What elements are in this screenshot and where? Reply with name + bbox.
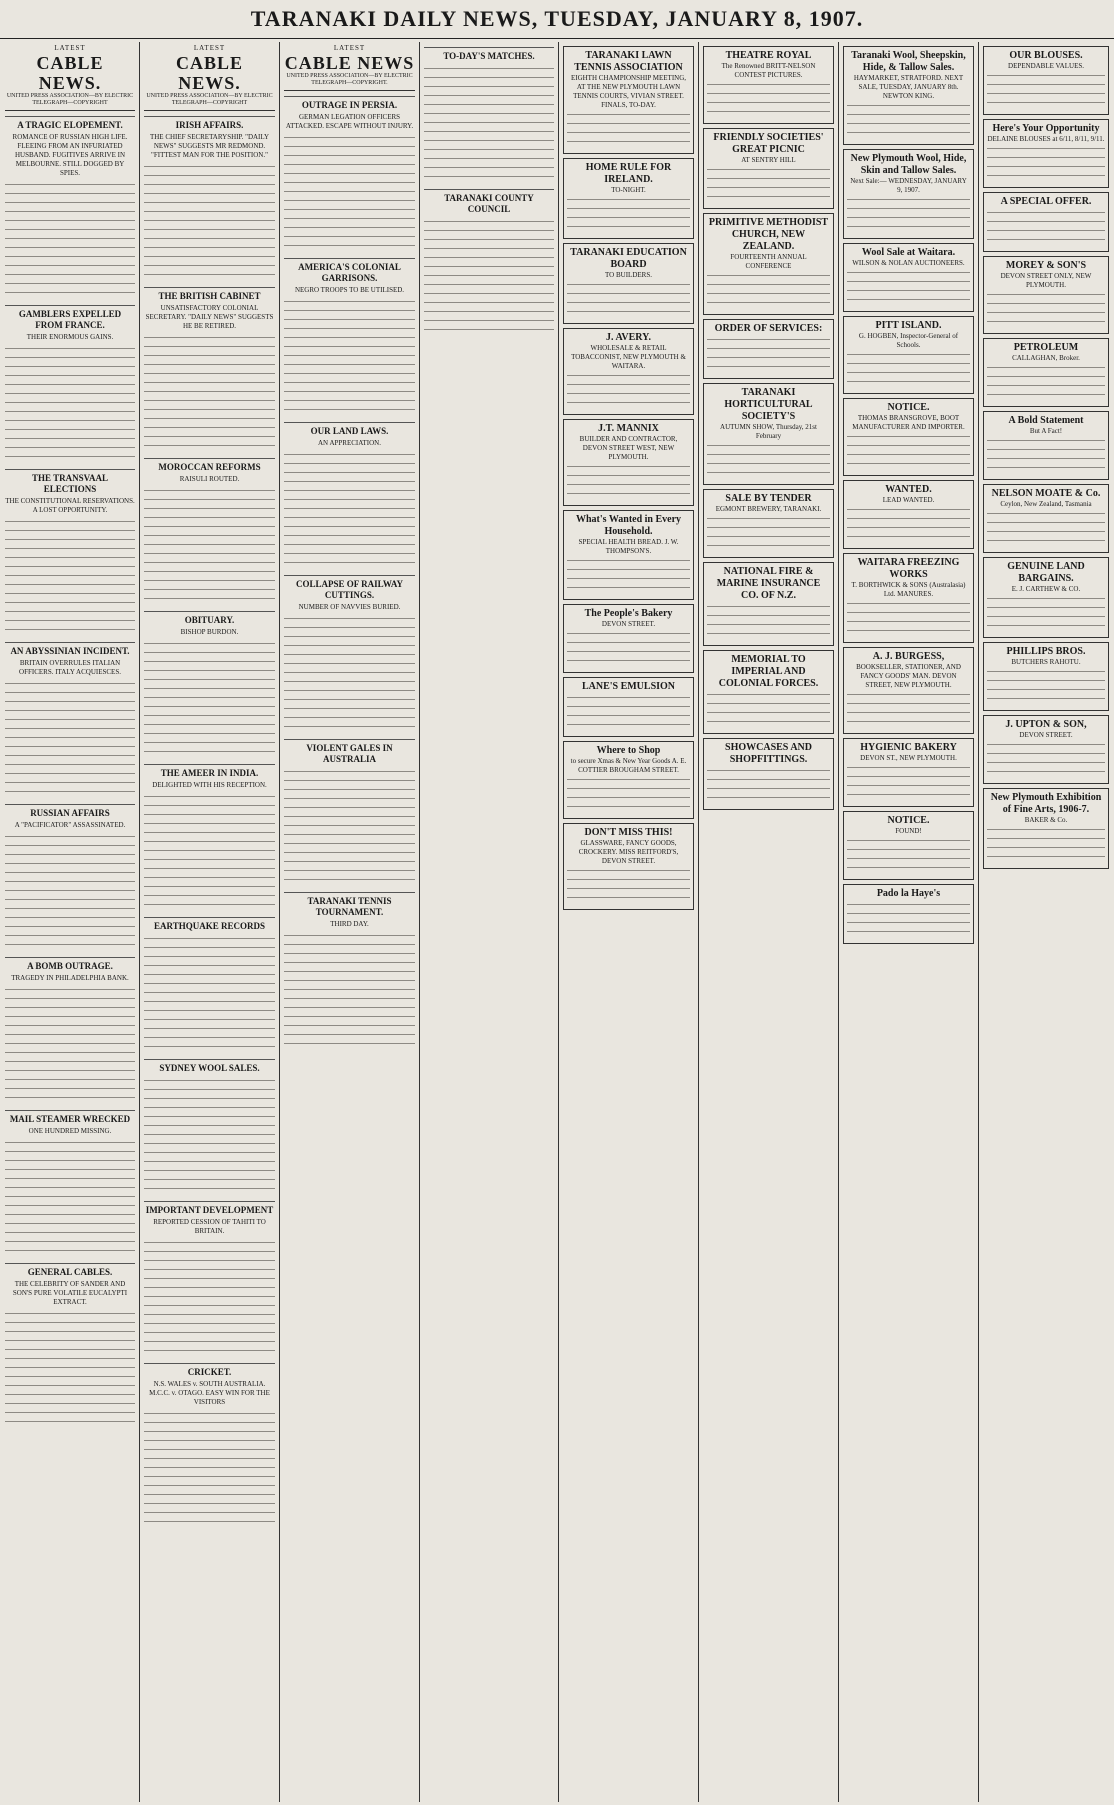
advertisement <box>703 489 834 558</box>
article-body-texture <box>144 1238 275 1358</box>
advertisement <box>983 192 1109 252</box>
advertisement-title: MOREY & SON'S <box>1005 260 1087 271</box>
article-heading: CRICKET. <box>144 1363 275 1378</box>
article-list <box>284 96 415 1051</box>
advertisement-texture <box>707 690 830 730</box>
article-body-texture <box>284 297 415 417</box>
article-subheading: THEIR ENORMOUS GAINS. <box>26 333 114 341</box>
advertisement-texture <box>987 208 1105 248</box>
article-heading: THE AMEER IN INDIA. <box>144 764 275 779</box>
article-subheading: THIRD DAY. <box>330 920 369 928</box>
article-heading: OUTRAGE IN PERSIA. <box>284 96 415 111</box>
article-subheading: N.S. WALES v. SOUTH AUSTRALIA. M.C.C. v. OTAGO. EASY WIN FOR THE VISITORS <box>149 1380 270 1406</box>
column-subtitle: UNITED PRESS ASSOCIATION—BY ELECTRIC TELEGRAPH—COPYRIGHT. <box>284 73 415 91</box>
advertisement-title: TARANAKI EDUCATION BOARD <box>570 247 687 270</box>
article-subheading: NEGRO TROOPS TO BE UTILISED. <box>294 286 405 294</box>
advertisement-texture <box>707 271 830 311</box>
advertisement-body: DEVON STREET. <box>1019 731 1073 739</box>
advertisement <box>843 738 974 807</box>
article-body-texture <box>5 985 135 1105</box>
column-3 <box>281 42 418 1802</box>
advertisement-texture <box>707 80 830 120</box>
advertisement-body: Ceylon, New Zealand, Tasmania <box>1000 500 1092 508</box>
advertisement-title: GENUINE LAND BARGAINS. <box>1007 561 1085 584</box>
advertisement <box>563 741 694 819</box>
article-body-texture <box>144 162 275 282</box>
advertisement <box>563 46 694 154</box>
article-heading: EARTHQUAKE RECORDS <box>144 917 275 932</box>
masthead <box>0 0 1114 39</box>
article-heading: A TRAGIC ELOPEMENT. <box>5 116 135 131</box>
advertisement-body: G. HOGBEN, Inspector-General of Schools. <box>858 332 959 349</box>
article-body-texture <box>5 344 135 464</box>
article-subheading: THE CONSTITUTIONAL RESERVATIONS. A LOST OPPORTUNITY. <box>5 497 135 514</box>
article-heading: AMERICA'S COLONIAL GARRISONS. <box>284 258 415 284</box>
advertisement-title: A. J. BURGESS, <box>872 651 945 662</box>
article-heading: VIOLENT GALES IN AUSTRALIA <box>284 739 415 765</box>
advertisement-texture <box>567 371 690 411</box>
advertisement <box>843 316 974 394</box>
article-subheading: A "PACIFICATOR" ASSASSINATED. <box>14 821 126 829</box>
article-heading: RUSSIAN AFFAIRS <box>5 804 135 819</box>
article-subheading: GERMAN LEGATION OFFICERS ATTACKED. ESCAPE WITHOUT INJURY. <box>285 113 414 130</box>
advertisement <box>563 823 694 910</box>
advertisement-body: BAKER & Co. <box>1024 816 1068 824</box>
article-heading: THE BRITISH CABINET <box>144 287 275 302</box>
advertisement <box>563 158 694 239</box>
advertisement-title: ORDER OF SERVICES: <box>714 323 823 334</box>
advertisement-body: AT SENTRY HILL <box>741 156 796 164</box>
advertisement-title: NOTICE. <box>887 815 930 826</box>
advertisement-title: NATIONAL FIRE & MARINE INSURANCE CO. OF N.Z. <box>716 566 821 601</box>
advertisement-body: CALLAGHAN, Broker. <box>1012 354 1080 362</box>
advertisement-title: PETROLEUM <box>1013 342 1079 353</box>
advertisement-body: BOOKSELLER, STATIONER, AND FANCY GOODS' MAN. DEVON STREET, NEW PLYMOUTH. <box>856 663 961 689</box>
column-5 <box>560 42 697 1802</box>
advertisement-texture <box>987 436 1105 476</box>
article-subheading: RAISULI ROUTED. <box>179 475 240 483</box>
article-subheading: UNSATISFACTORY COLONIAL SECRETARY. "DAILY NEWS" SUGGESTS HE BE RETIRED. <box>145 304 274 330</box>
advertisement <box>563 419 694 506</box>
advertisement-texture <box>987 667 1105 707</box>
advertisement-title: PRIMITIVE METHODIST CHURCH, NEW ZEALAND. <box>708 217 829 252</box>
advertisement-body: But A Fact! <box>1029 427 1063 435</box>
advertisement <box>563 243 694 324</box>
advertisement <box>563 328 694 415</box>
advertisement <box>843 46 974 145</box>
advertisement-body: WHOLESALE & RETAIL TOBACCONIST, NEW PLYMOUTH & WAITARA. <box>571 344 686 370</box>
advertisement-body: SPECIAL HEALTH BREAD. J. W. THOMPSON'S. <box>578 538 679 555</box>
article-body-texture <box>144 1076 275 1196</box>
article-body-texture <box>284 614 415 734</box>
advertisement-texture <box>567 866 690 906</box>
advertisement-texture <box>567 693 690 733</box>
article-body-texture <box>5 180 135 300</box>
advertisement-list <box>703 46 834 810</box>
article-subheading: REPORTED CESSION OF TAHITI TO BRITAIN. <box>153 1218 266 1235</box>
article-list <box>5 116 135 1429</box>
advertisement-texture <box>707 165 830 205</box>
advertisement-texture <box>567 280 690 320</box>
advertisement <box>563 510 694 600</box>
advertisement-title: DON'T MISS THIS! <box>584 827 673 838</box>
advertisement <box>983 256 1109 334</box>
advertisement <box>983 484 1109 553</box>
advertisement-title: Where to Shop <box>596 745 661 756</box>
advertisement <box>843 884 974 944</box>
advertisement-body: WILSON & NOLAN AUCTIONEERS. <box>852 259 965 267</box>
article-heading: COLLAPSE OF RAILWAY CUTTINGS. <box>284 575 415 601</box>
article-body-texture <box>424 64 554 184</box>
article-subheading: NUMBER OF NAVVIES BURIED. <box>298 603 401 611</box>
advertisement-body: DEVON STREET. <box>601 620 656 628</box>
advertisement-texture <box>847 505 970 545</box>
article-body-texture <box>284 767 415 887</box>
advertisement-title: J.T. MANNIX <box>598 423 659 434</box>
advertisement-texture <box>847 763 970 803</box>
advertisement-title: OUR BLOUSES. <box>1009 50 1083 61</box>
advertisement <box>983 642 1109 711</box>
advertisement-body: DEPENDABLE VALUES. <box>1008 62 1084 70</box>
article-heading: TARANAKI TENNIS TOURNAMENT. <box>284 892 415 918</box>
masthead-title: TARANAKI DAILY NEWS, TUESDAY, JANUARY 8, 1907. <box>250 6 864 31</box>
column-8 <box>980 42 1112 1802</box>
advertisement-title: NOTICE. <box>887 402 930 413</box>
article-heading: IMPORTANT DEVELOPMENT <box>144 1201 275 1216</box>
advertisement-title: SALE BY TENDER <box>725 493 812 504</box>
advertisement-texture <box>987 71 1105 111</box>
column-kicker: LATEST <box>193 44 226 52</box>
article-body-texture <box>144 486 275 606</box>
article-heading: IRISH AFFAIRS. <box>144 116 275 131</box>
advertisement <box>983 788 1109 869</box>
advertisement-title: SHOWCASES AND SHOPFITTINGS. <box>725 742 812 765</box>
advertisement-title: A Bold Statement <box>1008 415 1084 426</box>
article-body-texture <box>5 1138 135 1258</box>
advertisement-texture <box>847 690 970 730</box>
column-title: CABLE NEWS. <box>36 53 104 93</box>
article-heading: GAMBLERS EXPELLED FROM FRANCE. <box>5 305 135 331</box>
advertisement-texture <box>847 836 970 876</box>
article-subheading: THE CELEBRITY OF SANDER AND SON'S PURE VOLATILE EUCALYPTI EXTRACT. <box>12 1280 128 1306</box>
column-subtitle: UNITED PRESS ASSOCIATION—BY ELECTRIC TELEGRAPH—COPYRIGHT <box>144 93 275 111</box>
article-body-texture <box>144 333 275 453</box>
advertisement <box>563 604 694 673</box>
advertisement <box>843 398 974 476</box>
advertisement-texture <box>987 144 1105 184</box>
column-subtitle: UNITED PRESS ASSOCIATION—BY ELECTRIC TELEGRAPH—COPYRIGHT <box>5 93 135 111</box>
advertisement-texture <box>567 462 690 502</box>
advertisement-body: FOUND! <box>895 827 922 835</box>
advertisement <box>703 383 834 485</box>
article-subheading: BRITAIN OVERRULES ITALIAN OFFICERS. ITALY ACQUIESCES. <box>19 659 121 676</box>
advertisement <box>703 738 834 810</box>
advertisement <box>563 677 694 737</box>
advertisement-texture <box>847 432 970 472</box>
advertisement-title: TARANAKI HORTICULTURAL SOCIETY'S <box>724 387 813 422</box>
advertisement-body: DEVON STREET ONLY, NEW PLYMOUTH. <box>1000 272 1092 289</box>
column-2 <box>141 42 278 1802</box>
advertisement-texture <box>567 110 690 150</box>
article-heading: OBITUARY. <box>144 611 275 626</box>
advertisement-body: The Renowned BRITT-NELSON CONTEST PICTURES. <box>721 62 816 79</box>
advertisement <box>703 562 834 646</box>
column-4 <box>421 42 557 1802</box>
advertisement-body: THOMAS BRANSGROVE, BOOT MANUFACTURER AND IMPORTER. <box>852 414 965 431</box>
article-body-texture <box>284 931 415 1051</box>
advertisement-texture <box>567 629 690 669</box>
advertisement-texture <box>707 602 830 642</box>
article-subheading: ONE HUNDRED MISSING. <box>28 1127 112 1135</box>
article-heading: GENERAL CABLES. <box>5 1263 135 1278</box>
advertisement <box>703 650 834 734</box>
advertisement <box>983 46 1109 115</box>
article-body-texture <box>284 450 415 570</box>
advertisement-title: FRIENDLY SOCIETIES' GREAT PICNIC <box>713 132 824 155</box>
advertisement-body: DEVON ST., NEW PLYMOUTH. <box>860 754 957 762</box>
advertisement-texture <box>567 775 690 815</box>
advertisement-title: Here's Your Opportunity <box>992 123 1100 134</box>
article-subheading: AN APPRECIATION. <box>317 439 381 447</box>
advertisement-texture <box>987 509 1105 549</box>
article-heading: TARANAKI COUNTY COUNCIL <box>424 189 554 215</box>
article-body-texture <box>144 792 275 912</box>
advertisement-body: TO-NIGHT. <box>611 186 646 194</box>
article-body-texture <box>5 517 135 637</box>
article-subheading: THE CHIEF SECRETARYSHIP. "DAILY NEWS" SUGGESTS MR REDMOND. "FITTEST MAN FOR THE POSITION." <box>149 133 270 159</box>
advertisement-title: PITT ISLAND. <box>875 320 942 331</box>
advertisement-body: TO BUILDERS. <box>605 271 652 279</box>
article-heading: AN ABYSSINIAN INCIDENT. <box>5 642 135 657</box>
article-heading: SYDNEY WOOL SALES. <box>144 1059 275 1074</box>
advertisement-body: LEAD WANTED. <box>882 496 935 504</box>
advertisement-texture <box>847 195 970 235</box>
advertisement-texture <box>987 825 1105 865</box>
advertisement-body: to secure Xmas & New Year Goods A. E. COTTIER BROUGHAM STREET. <box>570 757 687 774</box>
article-body-texture <box>5 1309 135 1429</box>
advertisement <box>843 243 974 312</box>
advertisement-body: EGMONT BREWERY, TARANAKI. <box>715 505 822 513</box>
advertisement-title: New Plymouth Exhibition of Fine Arts, 1906-7. <box>990 792 1102 815</box>
advertisement-title: J. UPTON & SON, <box>1005 719 1087 730</box>
advertisement <box>843 647 974 734</box>
article-list <box>144 116 275 1529</box>
advertisement-body: FOURTEENTH ANNUAL CONFERENCE <box>730 253 807 270</box>
column-1 <box>2 42 138 1802</box>
advertisement-body: AUTUMN SHOW, Thursday, 21st February <box>720 423 817 440</box>
article-heading: A BOMB OUTRAGE. <box>5 957 135 972</box>
advertisement-texture <box>847 350 970 390</box>
advertisement <box>983 411 1109 480</box>
advertisement <box>983 557 1109 638</box>
advertisement-texture <box>847 268 970 308</box>
advertisement-texture <box>847 599 970 639</box>
advertisement-texture <box>707 514 830 554</box>
advertisement-title: Pado la Haye's <box>876 888 941 899</box>
advertisement-body: E. J. CARTHEW & CO. <box>1011 585 1081 593</box>
advertisement-title: A SPECIAL OFFER. <box>1000 196 1092 207</box>
advertisement-title: Wool Sale at Waitara. <box>861 247 956 258</box>
advertisement-texture <box>567 195 690 235</box>
column-kicker: LATEST <box>333 44 366 52</box>
advertisement-title: New Plymouth Wool, Hide, Skin and Tallow Sales. <box>850 153 967 176</box>
advertisement-title: LANE'S EMULSION <box>581 681 676 692</box>
advertisement-title: The People's Bakery <box>584 608 673 619</box>
article-subheading: BISHOP BURDON. <box>180 628 239 636</box>
advertisement-title: THEATRE ROYAL <box>725 50 812 61</box>
advertisement-title: HYGIENIC BAKERY <box>860 742 957 753</box>
advertisement <box>703 46 834 124</box>
advertisement-list <box>563 46 694 910</box>
advertisement-title: TARANAKI LAWN TENNIS ASSOCIATION <box>574 50 683 73</box>
article-subheading: DELIGHTED WITH HIS RECEPTION. <box>152 781 267 789</box>
advertisement <box>703 128 834 209</box>
column-title: CABLE NEWS. <box>175 53 243 93</box>
article-body-texture <box>5 679 135 799</box>
article-heading: MOROCCAN REFORMS <box>144 458 275 473</box>
advertisement-texture <box>567 556 690 596</box>
article-body-texture <box>5 832 135 952</box>
advertisement <box>843 553 974 643</box>
advertisement <box>843 149 974 239</box>
article-subheading: TRAGEDY IN PHILADELPHIA BANK. <box>11 974 129 982</box>
advertisement <box>843 811 974 880</box>
column-kicker: LATEST <box>54 44 86 52</box>
article-list <box>424 47 554 337</box>
article-body-texture <box>144 1409 275 1529</box>
advertisement-title: What's Wanted in Every Household. <box>575 514 682 537</box>
advertisement-texture <box>847 101 970 141</box>
advertisement-list <box>843 46 974 944</box>
advertisement-texture <box>707 441 830 481</box>
advertisement-title: WANTED. <box>885 484 932 495</box>
advertisement <box>843 480 974 549</box>
article-body-texture <box>424 217 554 337</box>
advertisement-body: BUILDER AND CONTRACTOR, DEVON STREET WEST, NEW PLYMOUTH. <box>579 435 678 461</box>
advertisement <box>703 319 834 379</box>
column-7 <box>840 42 977 1802</box>
advertisement-body: HAYMARKET, STRATFORD. NEXT SALE, TUESDAY, JANUARY 8th. NEWTON KING. <box>853 74 964 100</box>
advertisement-title: J. AVERY. <box>606 332 651 343</box>
advertisement-list <box>983 46 1109 869</box>
advertisement-body: DELAINE BLOUSES at 6/11, 8/11, 9/11. <box>987 135 1105 143</box>
advertisement-texture <box>987 740 1105 780</box>
advertisement-texture <box>707 766 830 806</box>
advertisement-texture <box>987 363 1105 403</box>
advertisement-texture <box>987 290 1105 330</box>
article-heading: OUR LAND LAWS. <box>284 422 415 437</box>
advertisement <box>983 715 1109 784</box>
advertisement-title: NELSON MOATE & Co. <box>991 488 1101 499</box>
advertisement-texture <box>847 900 970 940</box>
advertisement <box>703 213 834 315</box>
article-body-texture <box>284 133 415 253</box>
advertisement <box>983 338 1109 407</box>
article-body-texture <box>144 639 275 759</box>
advertisement-title: HOME RULE FOR IRELAND. <box>585 162 672 185</box>
advertisement-body: Next Sale:— WEDNESDAY, JANUARY 9, 1907. <box>850 177 967 194</box>
advertisement-title: WAITARA FREEZING WORKS <box>857 557 960 580</box>
advertisement-title: MEMORIAL TO IMPERIAL AND COLONIAL FORCES. <box>718 654 819 689</box>
advertisement-texture <box>707 335 830 375</box>
article-subheading: ROMANCE OF RUSSIAN HIGH LIFE. FLEEING FROM AN INFURIATED HUSBAND. FUGITIVES ARRIVE IN MELBOURNE. STILL DOGGED BY SPIES. <box>12 133 128 177</box>
advertisement-body: T. BORTHWICK & SONS (Australasia) Ltd. MANURES. <box>851 581 966 598</box>
article-heading: TO-DAY'S MATCHES. <box>424 47 554 62</box>
column-title: CABLE NEWS <box>284 53 415 73</box>
advertisement-texture <box>987 594 1105 634</box>
advertisement-body: GLASSWARE, FANCY GOODS, CROCKERY. MISS REITFORD'S, DEVON STREET. <box>578 839 679 865</box>
advertisement-title: PHILLIPS BROS. <box>1006 646 1086 657</box>
article-heading: THE TRANSVAAL ELECTIONS <box>5 469 135 495</box>
column-6 <box>700 42 837 1802</box>
article-heading: MAIL STEAMER WRECKED <box>5 1110 135 1125</box>
advertisement <box>983 119 1109 188</box>
advertisement-body: BUTCHERS RAHOTU. <box>1011 658 1081 666</box>
advertisement-title: Taranaki Wool, Sheepskin, Hide, & Tallow Sales. <box>851 50 966 73</box>
article-body-texture <box>144 934 275 1054</box>
advertisement-body: EIGHTH CHAMPIONSHIP MEETING, AT THE NEW PLYMOUTH LAWN TENNIS COURTS, VIVIAN STREET. FINALS, TO-DAY. <box>570 74 687 109</box>
